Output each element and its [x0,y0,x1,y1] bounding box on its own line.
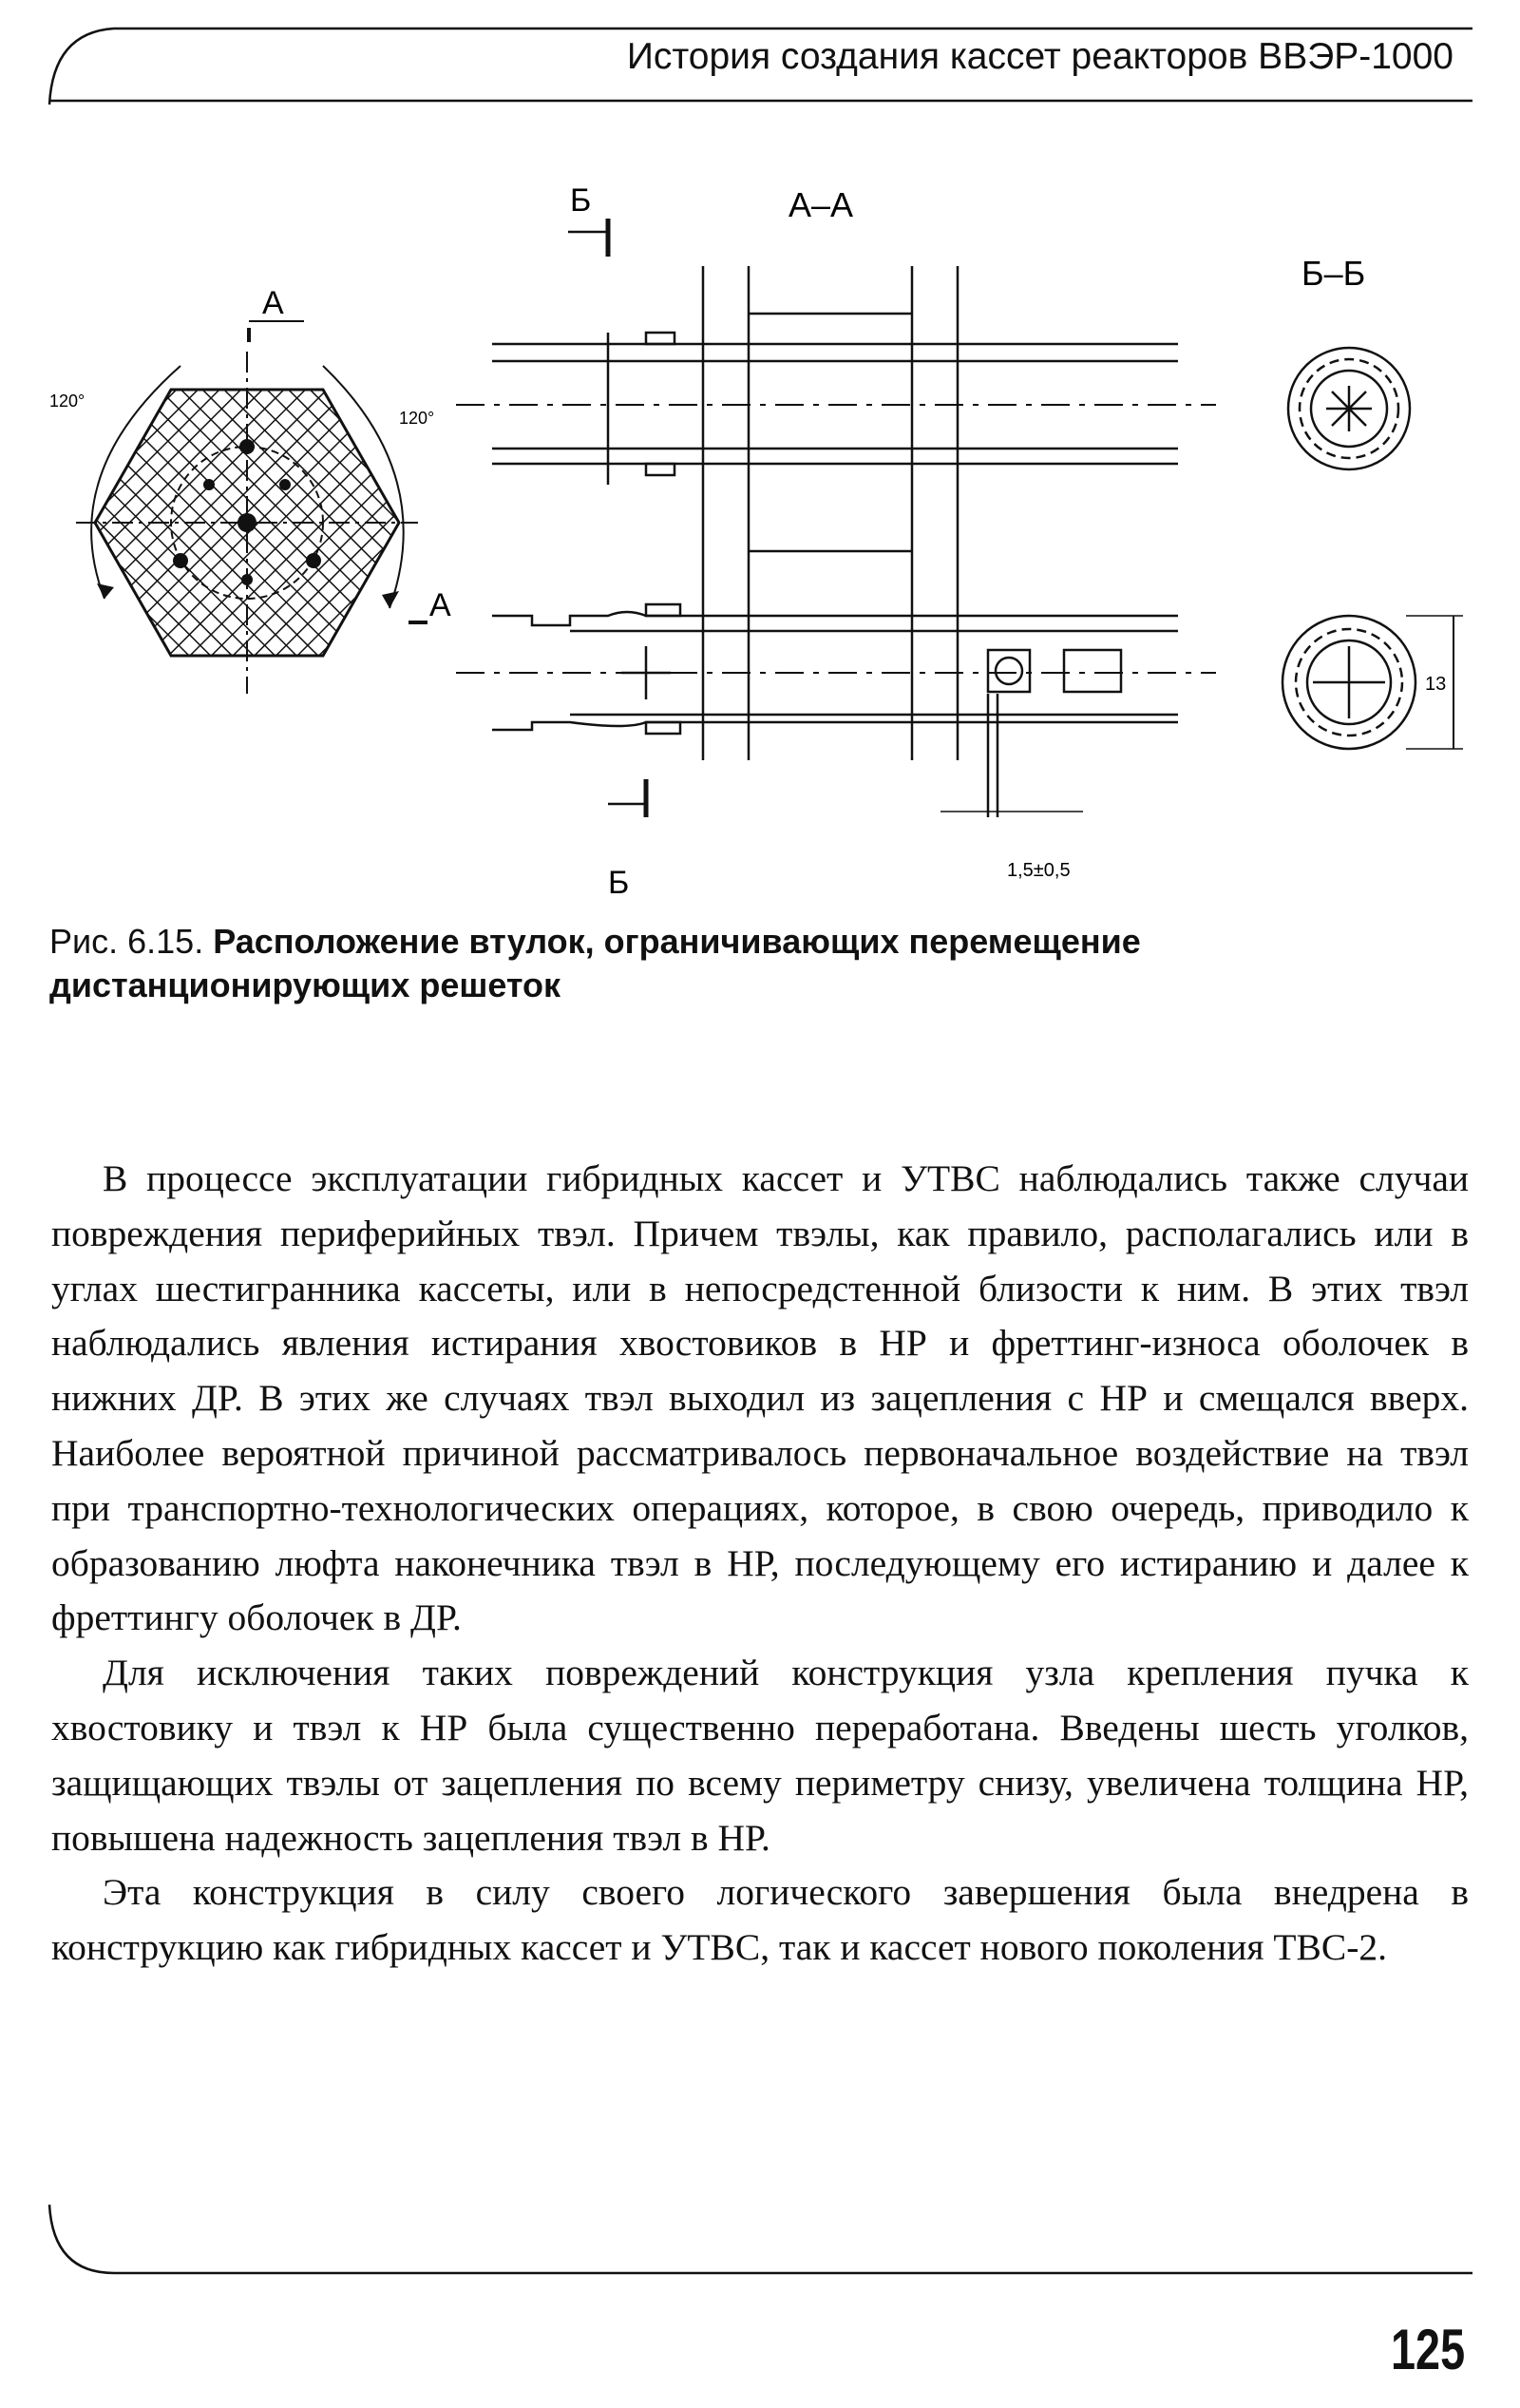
caption-title: Расположение втулок, ограничивающих перемещение дистанционирующих решеток [49,922,1141,1004]
figure-caption [49,920,1474,1007]
page-number: 125 [1390,2318,1465,2381]
section-b-mark-bottom: Б [608,865,630,901]
body-text [51,1152,1469,1976]
gap-dimension: 1,5±0,5 [1007,860,1071,881]
caption-number: Рис. 6.15. [49,922,204,961]
running-title: История создания кассет реакторов ВВЭР-1000 [626,36,1454,77]
angle-label-right: 120° [399,409,435,428]
view-a-title: А–А [788,185,854,224]
hexagon-cross-section [76,321,428,694]
diameter-dimension: 13 [1425,674,1447,695]
paragraph-3: Эта конструкция в силу своего логического завершения была внедрена в конструкцию как гибридных кассет и УТВС, так и кассет нового поколения ТВС-2. [51,1871,1469,1969]
section-b-mark-top: Б [570,182,592,219]
angle-label-left: 120° [49,392,86,411]
paragraph-1: В процессе эксплуатации гибридных кассет и УТВС наблюдались также случаи повреждения периферийных твэл. Причем твэлы, как правило, располагались или в углах шестигранника кассеты, или в непосредстенной близости к ним. В этих твэл наблюдались явления истирания хвостовиков в НР и фреттинг-износа оболочек в нижних ДР. В этих же случаях твэл выходил из зацепления с НР и смещался вверх. Наиболее вероятной причиной рассматривалось первоначальное воздействие на твэл при транспортно-технологических операциях, которое, в свою очередь, приводило к образованию люфта наконечника твэл в НР, последующему его истиранию и далее к фреттингу оболочек в ДР. [51,1157,1469,1639]
section-a-mark-lower: А [429,587,451,623]
technical-drawing [38,162,1482,903]
paragraph-2: Для исключения таких повреждений конструкция узла крепления пучка к хвостовику и твэл к НР была существенно переработана. Введены шесть уголков, защищающих твэлы от зацепления по всему периметру снизу, увеличена толщина НР, повышена надежность зацепления твэл в НР. [51,1652,1469,1859]
view-b-title: Б–Б [1302,254,1366,293]
section-a-mark: А [262,285,284,321]
longitudinal-section [456,219,1216,817]
